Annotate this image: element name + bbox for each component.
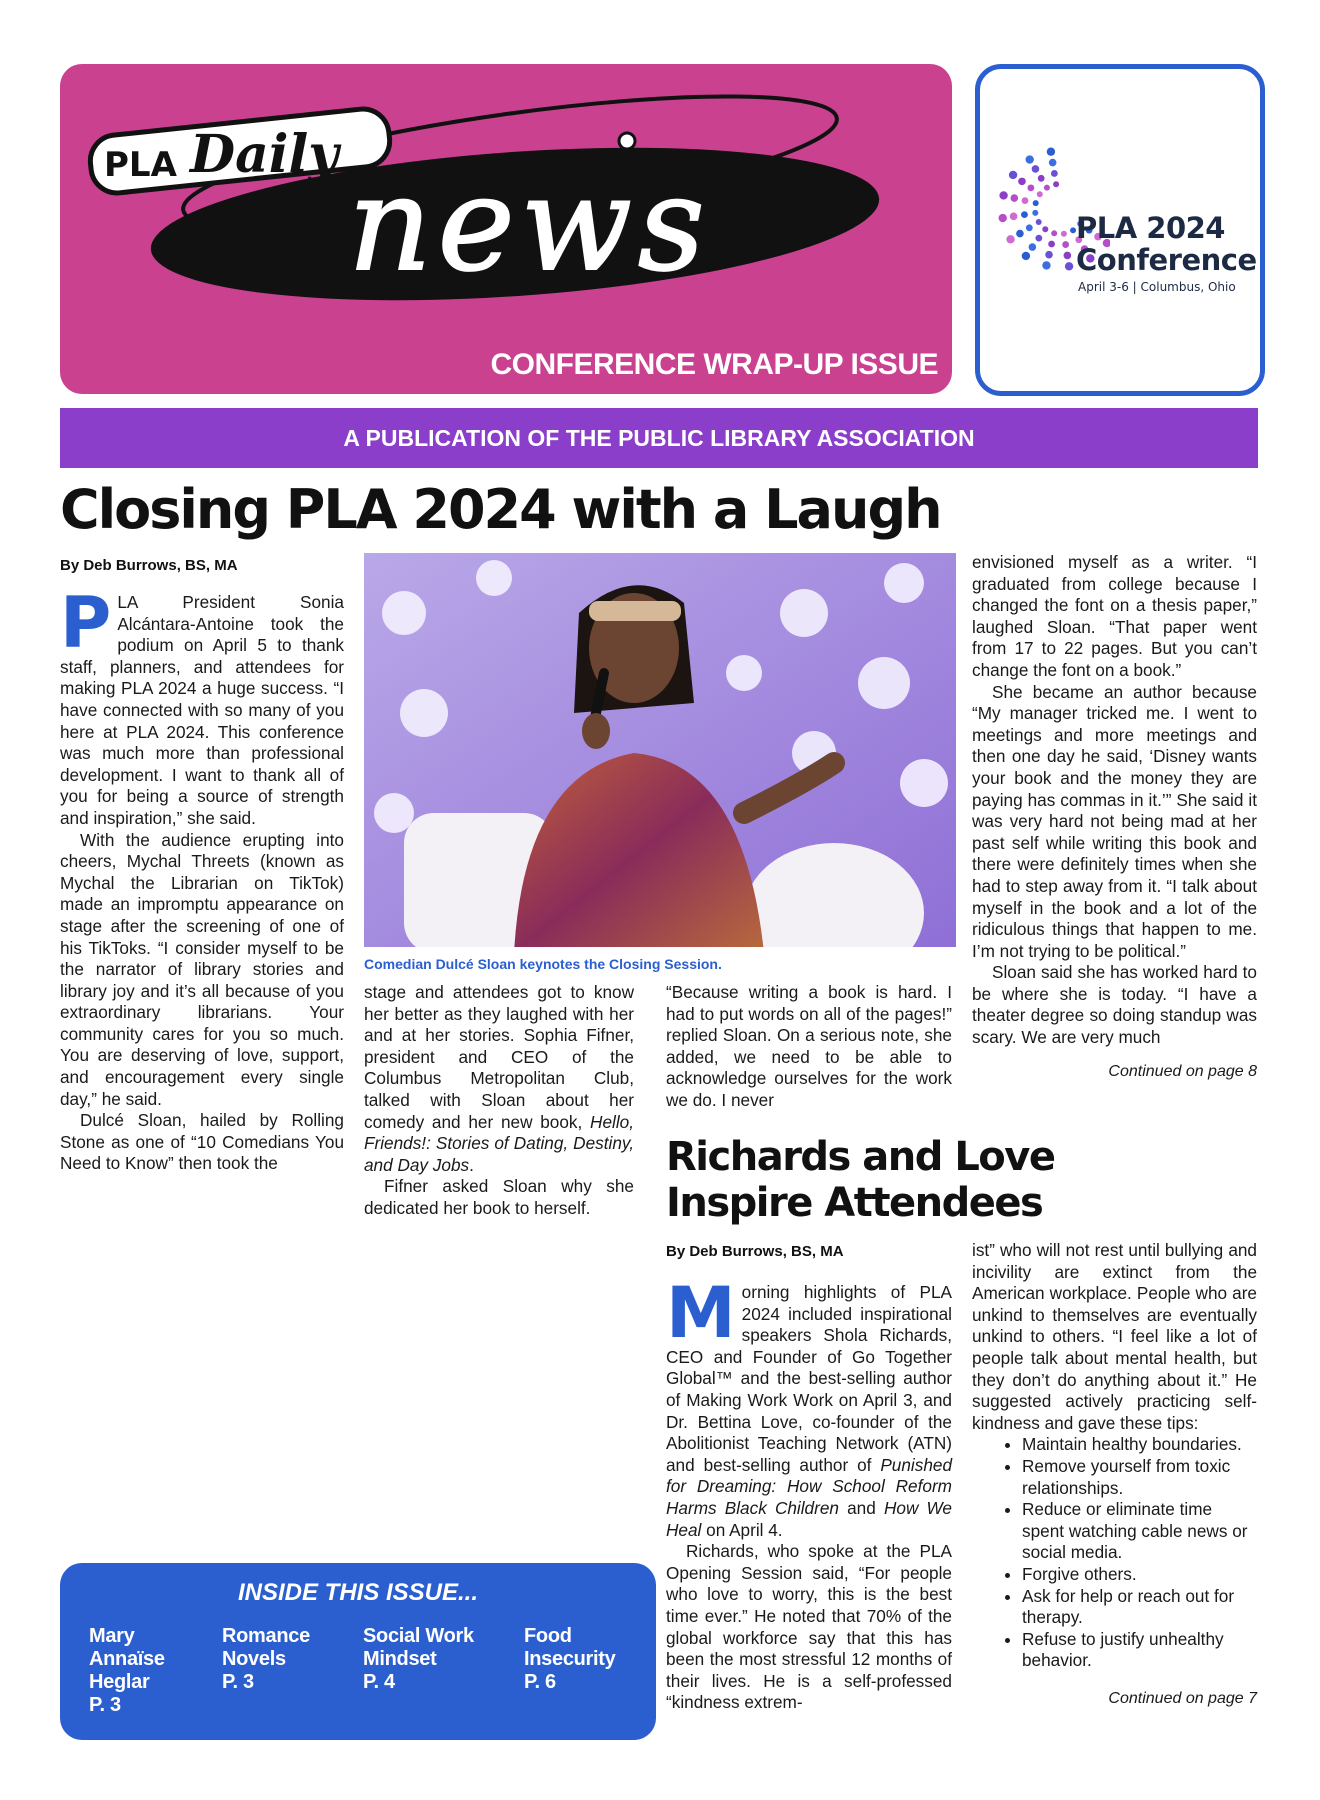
- photo-illustration: [364, 553, 956, 947]
- inside-item-line: Social Work: [363, 1625, 474, 1647]
- drop-cap: P: [60, 582, 112, 664]
- list-item: • Refuse to justify unhealthy behavior.: [1022, 1629, 1257, 1672]
- article-paragraph: [666, 1272, 952, 1541]
- brand-daily: Daily: [190, 124, 339, 185]
- conference-dot: [1025, 155, 1033, 163]
- conference-dot: [1038, 175, 1045, 182]
- conference-dot: [1061, 231, 1067, 237]
- article2-column-2: [972, 1240, 1257, 1709]
- article-byline: By Deb Burrows, BS, MA: [60, 557, 238, 574]
- conference-dot: [1051, 230, 1057, 236]
- inside-item-romance-novels[interactable]: [222, 1625, 310, 1694]
- conference-dot: [1032, 165, 1040, 173]
- brand-pla: PLA: [104, 145, 177, 185]
- article-paragraph: “Because writing a book is hard. I had to put words on all of the pages!” replied Sloan. On a serious note, she added, we need to be able to acknowledge ourselves for the work we do. I never: [666, 982, 952, 1110]
- conference-dot: [1022, 197, 1029, 204]
- article-paragraph: Fifner asked Sloan why she dedicated her book to herself.: [364, 1176, 634, 1218]
- inside-item-line: Annaïse: [89, 1648, 165, 1670]
- conference-dot: [1065, 262, 1073, 270]
- conference-dot: [1048, 241, 1055, 248]
- continued-link[interactable]: Continued on page 7: [1108, 1689, 1257, 1707]
- inside-title: INSIDE THIS ISSUE...: [237, 1579, 479, 1606]
- inside-item-line: Romance: [222, 1625, 310, 1647]
- paragraph-text: orning highlights of PLA 2024 included inspirational speakers Shola Richards, CEO and Founder of Go Together Global™ and the best-selling author of Making Work Work on April 3, and Dr. Bettina Love, co-founder of the Abolitionist Teaching Network (ATN) and best-selling author of: [666, 1282, 952, 1475]
- inside-item-line: Mary: [89, 1625, 135, 1647]
- list-item: • Forgive others.: [1022, 1564, 1257, 1586]
- conference-dot: [1045, 251, 1053, 259]
- list-item: • Remove yourself from toxic relationships.: [1022, 1456, 1257, 1499]
- conference-dot: [1036, 219, 1042, 225]
- article-paragraph: [60, 582, 344, 830]
- inside-item-page: P. 4: [363, 1671, 395, 1693]
- conference-dot: [1018, 178, 1026, 186]
- paragraph-text: LA President Sonia Alcántara-Antoine took the podium on April 5 to thank staff, planners, and attendees for making PLA 2024 a huge success. “I have connected with so many of you here at PLA 2024. This conference was much more than professional development. I want to thank all of you for being a source of strength and inspiration,” she said.: [60, 592, 344, 828]
- article2-headline: [666, 1134, 1054, 1226]
- list-item: • Reduce or eliminate time spent watching cable news or social media.: [1022, 1499, 1257, 1564]
- conference-dot: [1042, 226, 1048, 232]
- inside-item-line: Insecurity: [524, 1648, 616, 1670]
- drop-cap: M: [666, 1272, 736, 1354]
- list-item: • Ask for help or reach out for therapy.: [1022, 1586, 1257, 1629]
- conference-dot: [1010, 194, 1018, 202]
- inside-item-line: Food: [524, 1625, 572, 1647]
- book-title: Punished for Dreaming: How School Reform Harms Black Children: [666, 1454, 952, 1518]
- article-paragraph: Sloan said she has worked hard to be where she is today. “I have a theater degree so doing standup was scary. We are very much: [972, 962, 1257, 1048]
- conference-dot: [999, 191, 1007, 199]
- conference-badge: [975, 64, 1265, 396]
- conference-dot: [1027, 184, 1034, 191]
- conference-dot: [1047, 148, 1055, 156]
- headline-line: Richards and Love: [666, 1134, 1055, 1180]
- conference-dot: [1009, 171, 1017, 179]
- conference-dot: [1049, 159, 1057, 167]
- continued-link[interactable]: Continued on page 8: [1108, 1062, 1257, 1080]
- inside-item-page: P. 6: [524, 1671, 556, 1693]
- paragraph-text: stage and attendees got to know her better as they laughed with her and at her stories. Sophia Fifner, president and CEO of the Columbus Metropolitan Club, talked with Sloan about her comedy and her new book,: [364, 982, 634, 1132]
- article-paragraph: ist” who will not rest until bullying and incivility are extinct from the American workplace. People who are unkind to themselves are eventually unkind to others. “I feel like a lot of people talk about mental health, but they don’t do anything about it.” He suggested actively practicing self-kindness and gave these tips:: [972, 1240, 1257, 1433]
- inside-item-line: Novels: [222, 1648, 286, 1670]
- article-headline: Closing PLA 2024 with a Laugh: [60, 478, 941, 541]
- issue-label: CONFERENCE WRAP-UP ISSUE: [490, 348, 938, 381]
- publication-banner: A PUBLICATION OF THE PUBLIC LIBRARY ASSOCIATION: [60, 408, 1258, 468]
- article-paragraph: [364, 982, 634, 1176]
- conference-dot: [1053, 181, 1059, 187]
- book-title: Hello, Friends!: Stories of Dating, Destiny, and Day Jobs: [364, 1111, 634, 1175]
- article1-column-2: [364, 982, 634, 1220]
- photo-caption: Comedian Dulcé Sloan keynotes the Closing Session.: [364, 956, 722, 972]
- article-paragraph: envisioned myself as a writer. “I graduated from college because I changed the font on a thesis paper,” laughed Sloan. “That paper went from 17 to 22 pages. But you can’t change the font on a book.”: [972, 552, 1257, 680]
- inside-this-issue: [60, 1563, 656, 1740]
- conference-dot: [1006, 235, 1014, 243]
- article1-column-1: [60, 582, 344, 1175]
- masthead: [60, 64, 952, 394]
- conference-dot: [1032, 210, 1038, 216]
- conference-title: PLA 2024: [1076, 211, 1225, 245]
- inside-item-page: P. 3: [222, 1671, 254, 1693]
- article2-byline: By Deb Burrows, BS, MA: [666, 1243, 844, 1260]
- list-item: • Maintain healthy boundaries.: [1022, 1434, 1257, 1456]
- book-title: How We Heal: [666, 1497, 952, 1540]
- inside-item-food-insecurity[interactable]: [524, 1625, 615, 1694]
- pla-daily-news-logo: [60, 64, 952, 394]
- conference-dot: [1064, 252, 1072, 260]
- conference-dot: [999, 214, 1007, 222]
- conference-dot: [1029, 243, 1037, 251]
- conference-dates: April 3-6 | Columbus, Ohio: [1078, 280, 1236, 294]
- article1-column-3: [666, 982, 952, 1112]
- inside-item-line: Mindset: [363, 1648, 437, 1670]
- headline-line: Inspire Attendees: [666, 1180, 1043, 1226]
- conference-dot: [1022, 252, 1030, 260]
- conference-subtitle: Conference: [1076, 243, 1257, 277]
- conference-dot: [1026, 224, 1033, 231]
- article2-column-1: [666, 1272, 952, 1714]
- article-paragraph: Richards, who spoke at the PLA Opening Session said, “For people who love to worry, this is the best time ever.” He noted that 70% of the global workforce say that this has been the most stressful 12 months of their lives. He is a self-professed “kindness extrem-: [666, 1541, 952, 1713]
- paragraph-text: and: [838, 1497, 884, 1518]
- conference-dot: [1037, 191, 1043, 197]
- inside-item-social-work-mindset[interactable]: [363, 1625, 474, 1694]
- article-paragraph: Dulcé Sloan, hailed by Rolling Stone as one of “10 Comedians You Need to Know” then took the: [60, 1110, 344, 1174]
- article-paragraph: She became an author because “My manager tricked me. I went to meetings and more meetings and then one day he said, ‘Disney wants your book and the money they are paying has commas in it.’” She said it was very hard not being mad at her past self while writing this book and there were definitely times when she had to step away from it. “I talk about myself in the book and a lot of the ridiculous things that happen to me. I’m not trying to be political.”: [972, 681, 1257, 961]
- paragraph-text: .: [469, 1154, 474, 1175]
- keynote-photo: [364, 553, 956, 947]
- inside-item-mary-annaise-heglar[interactable]: [89, 1625, 165, 1717]
- conference-dot: [1051, 170, 1058, 177]
- brand-news: news: [348, 148, 711, 300]
- inside-item-line: Heglar: [89, 1671, 150, 1693]
- conference-dot: [1062, 241, 1069, 248]
- article1-column-4: [972, 552, 1257, 1082]
- conference-dot: [1042, 261, 1050, 269]
- paragraph-text: on April 4.: [701, 1519, 783, 1540]
- conference-dot: [1044, 185, 1050, 191]
- conference-dot: [1021, 211, 1028, 218]
- tips-list: [972, 1434, 1257, 1672]
- conference-dot: [1033, 200, 1039, 206]
- conference-dot: [1035, 235, 1042, 242]
- conference-dot: [1010, 213, 1018, 221]
- inside-item-page: P. 3: [89, 1694, 121, 1716]
- article-paragraph: With the audience erupting into cheers, Mychal Threets (known as Mychal the Librarian on TikTok) made an impromptu appearance on stage after the screening of one of his TikToks. “I consider myself to be the narrator of library stories and library joy and it’s all because of you extraordinary librarians. Your community cares for you so much. You are deserving of love, support, and encouragement every single day,” he said.: [60, 829, 344, 1109]
- conference-dot: [1016, 230, 1024, 238]
